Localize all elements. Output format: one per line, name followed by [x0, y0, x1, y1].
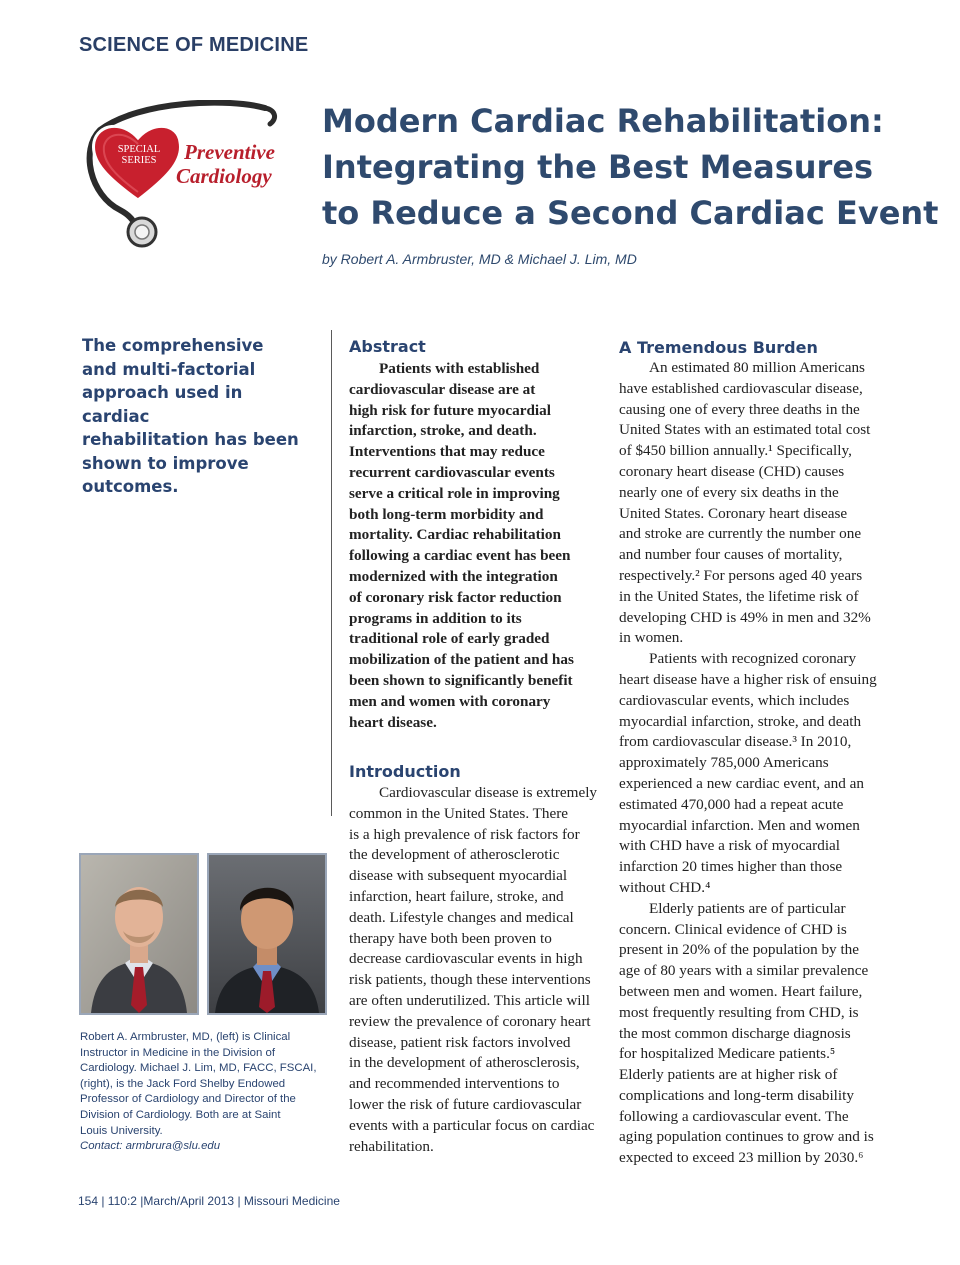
- logo-text: Preventive Cardiology: [176, 140, 275, 188]
- byline: by Robert A. Armbruster, MD & Michael J. Lim, MD: [322, 251, 637, 267]
- burden-heading: A Tremendous Burden: [619, 338, 818, 357]
- abstract-heading: Abstract: [349, 337, 426, 356]
- abstract-body: Patients with established cardiovascular disease are at high risk for future myocardial infarction, stroke, and death. Interventions that may reduce recurrent cardiovascular events serve a critical role in improving both long-term morbidity and mortality. Cardiac rehabilitation following a cardiac event has been modernized with the integration of coronary risk factor reduction programs in addition to its traditional role of early graded mobilization of the patient and has been shown to significantly benefit men and women with coronary heart disease.: [349, 360, 574, 731]
- special-series-badge: SPECIAL SERIES: [117, 144, 161, 166]
- preventive-cardiology-logo: [80, 100, 310, 260]
- pull-quote: The comprehensive and multi-factorial approach used in cardiac rehabilitation has been shown to improve outcomes.: [82, 336, 299, 496]
- column-divider: [331, 330, 332, 816]
- introduction-heading: Introduction: [349, 762, 461, 781]
- page-footer: 154 | 110:2 |March/April 2013 | Missouri Medicine: [78, 1194, 340, 1208]
- author-caption: Robert A. Armbruster, MD, (left) is Clinical Instructor in Medicine in the Division of Cardiology. Michael J. Lim, MD, FACC, FSCAI, (right), is the Jack Ford Shelby Endowed Professor of Cardiology and Director of the Division of Cardiology. Both are at Saint Louis University. Contact: armbrura@slu.edu: [80, 1030, 320, 1155]
- author-photo-lim: [207, 853, 327, 1015]
- introduction-body: Cardiovascular disease is extremely common in the United States. There is a high prevalence of risk factors for the development of atherosclerotic disease with subsequent myocardial infarction, heart failure, stroke, and death. Lifestyle changes and medical therapy have both been proven to decrease cardiovascular events in high risk patients, though these interventions are often underutilized. This article will review the prevalence of coronary heart disease, patient risk factors involved in the development of atherosclerosis, and recommended interventions to lower the risk of future cardiovascular events with a particular focus on cardiac rehabilitation.: [349, 784, 598, 1155]
- contact-email[interactable]: Contact: armbrura@slu.edu: [80, 1140, 221, 1153]
- section-label: SCIENCE OF MEDICINE: [79, 34, 309, 56]
- author-photo-armbruster: [79, 853, 199, 1015]
- burden-body: An estimated 80 million Americans have established cardiovascular disease, causing one of every three deaths in the United States with an estimated total cost of $450 billion annually.¹ Specifically, coronary heart disease (CHD) causes nearly one of every six deaths in the United States. Coronary heart disease and stroke are currently the number one and number four causes of mortality, respectively.² For persons aged 40 years in the United States, the lifetime risk of developing CHD is 49% in men and 32% in women. Patients with recognized coronary heart disease have a higher risk of ensuing cardiovascular events, which includes myocardial infarction, stroke, and death from cardiovascular disease.³ In 2010, approximately 785,000 Americans experienced a new cardiac event, and an estimated 470,000 had a repeat acute myocardial infarction. Men and women with CHD have a risk of myocardial infarction 20 times higher than those without CHD.⁴ Elderly patients are of particular concern. Clinical evidence of CHD is present in 20% of the population by the age of 80 years with a similar prevalence between men and women. Heart failure, most frequently resulting from CHD, is the most common discharge diagnosis for hospitalized Medicare patients.⁵ Elderly patients are at higher risk of complications and long-term disability following a cardiovascular event. The aging population continues to grow and is expected to exceed 23 million by 2030.⁶: [619, 359, 877, 1167]
- article-title: Modern Cardiac Rehabilitation: Integrating the Best Measures to Reduce a Second Cardiac Event: [322, 102, 939, 232]
